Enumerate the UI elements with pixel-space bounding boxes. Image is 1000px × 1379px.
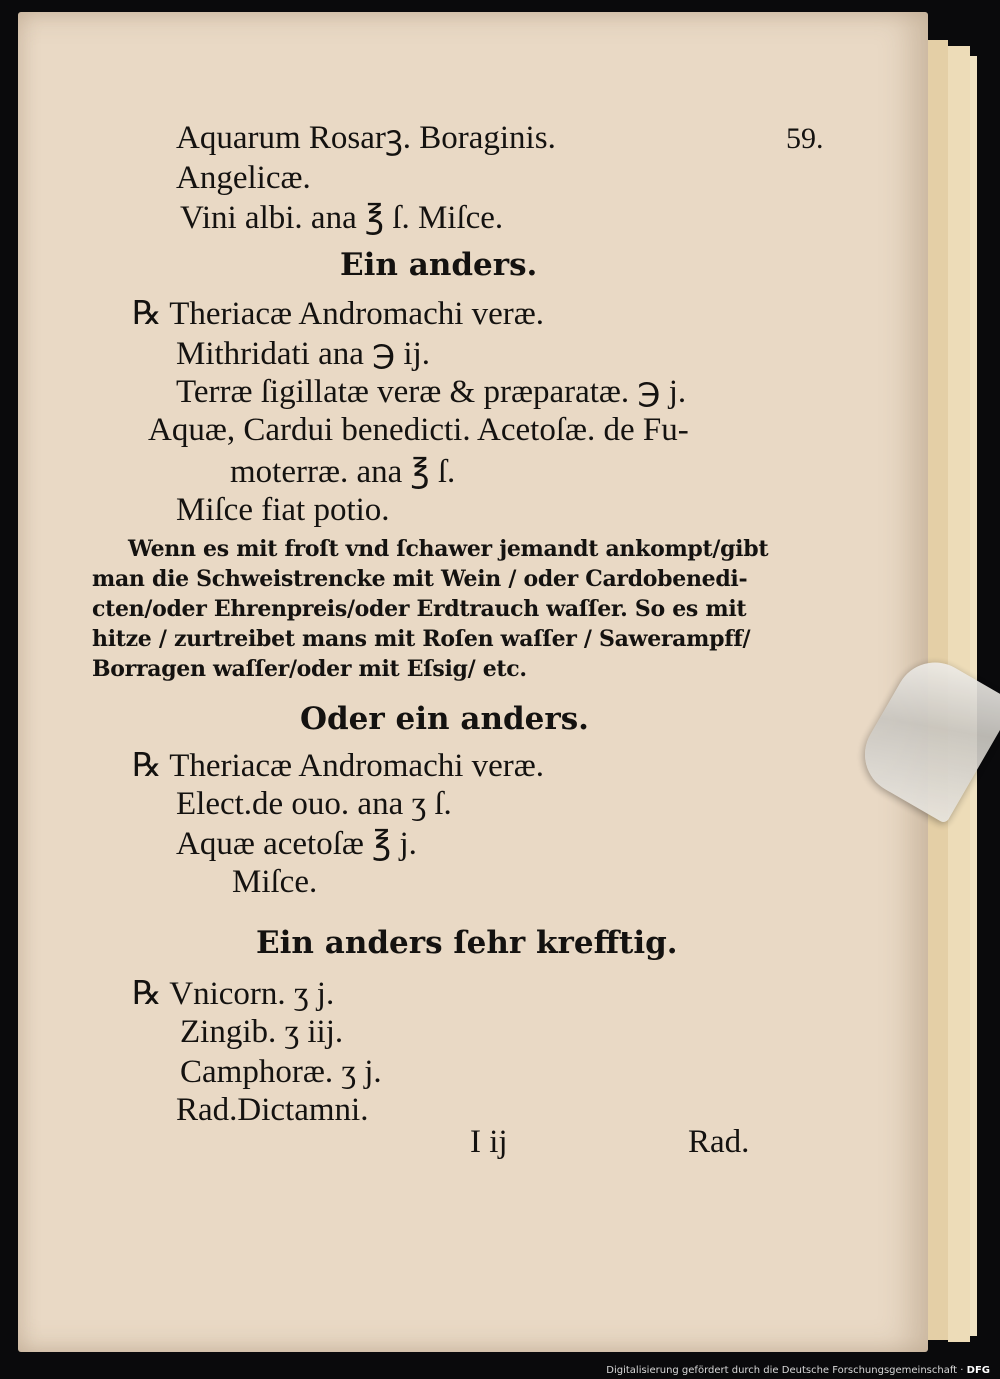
text-line: Rad.Dictamni. [176, 1092, 369, 1128]
section-heading: Ein anders ſehr krefftig. [256, 925, 678, 961]
text-line: Aquæ acetoſæ ℥ j. [176, 826, 417, 862]
signature-mark: I ij [470, 1124, 508, 1160]
text-line: Angelicæ. [176, 160, 311, 196]
text-line: Aquæ, Cardui benedicti. Acetoſæ. de Fu- [148, 412, 689, 448]
text-line: Camphoræ. ʒ j. [180, 1054, 382, 1090]
section-heading: Oder ein anders. [300, 701, 589, 737]
text-line: Mithridati ana ℈ ij. [176, 336, 430, 372]
page-number: 59. [786, 122, 824, 155]
text-line: Miſce fiat potio. [176, 492, 390, 528]
text-line: moterræ. ana ℥ ſ. [230, 454, 456, 490]
section-heading: Ein anders. [340, 247, 538, 283]
text-line: Vini albi. ana ℥ ſ. Miſce. [180, 200, 504, 236]
blackletter-line: Borragen waſſer/oder mit Eſsig/ etc. [92, 656, 527, 682]
blackletter-line: cten/oder Ehrenpreis/oder Erdtrauch waſſer. So es mit [92, 596, 747, 622]
text-line: Aquarum Rosarꝫ. Boraginis. [176, 120, 556, 156]
text-line: Zingib. ʒ iij. [180, 1014, 344, 1050]
blackletter-line: hitze / zurtreibet mans mit Roſen waſſer / Sawerampff/ [92, 626, 751, 652]
text-line: ℞ Theriacæ Andromachi veræ. [132, 748, 545, 784]
text-line: ℞ Vnicorn. ʒ j. [132, 976, 335, 1012]
text-line: Terræ ſigillatæ veræ & præparatæ. ℈ j. [176, 374, 687, 410]
text-line: ℞ Theriacæ Andromachi veræ. [132, 296, 545, 332]
credit-text: Digitalisierung gefördert durch die Deutsche Forschungsgemeinschaft · [606, 1365, 964, 1376]
dfg-logo: DFG [966, 1365, 990, 1376]
blackletter-line: Wenn es mit froſt vnd ſchawer jemandt ankompt/gibt [128, 536, 769, 562]
text-line: Elect.de ouo. ana ʒ ſ. [176, 786, 452, 822]
catchword: Rad. [688, 1124, 750, 1160]
blackletter-line: man die Schweistrencke mit Wein / oder Cardobenedi- [92, 566, 748, 592]
digitization-credit [606, 1365, 990, 1376]
text-line: Miſce. [232, 864, 318, 900]
